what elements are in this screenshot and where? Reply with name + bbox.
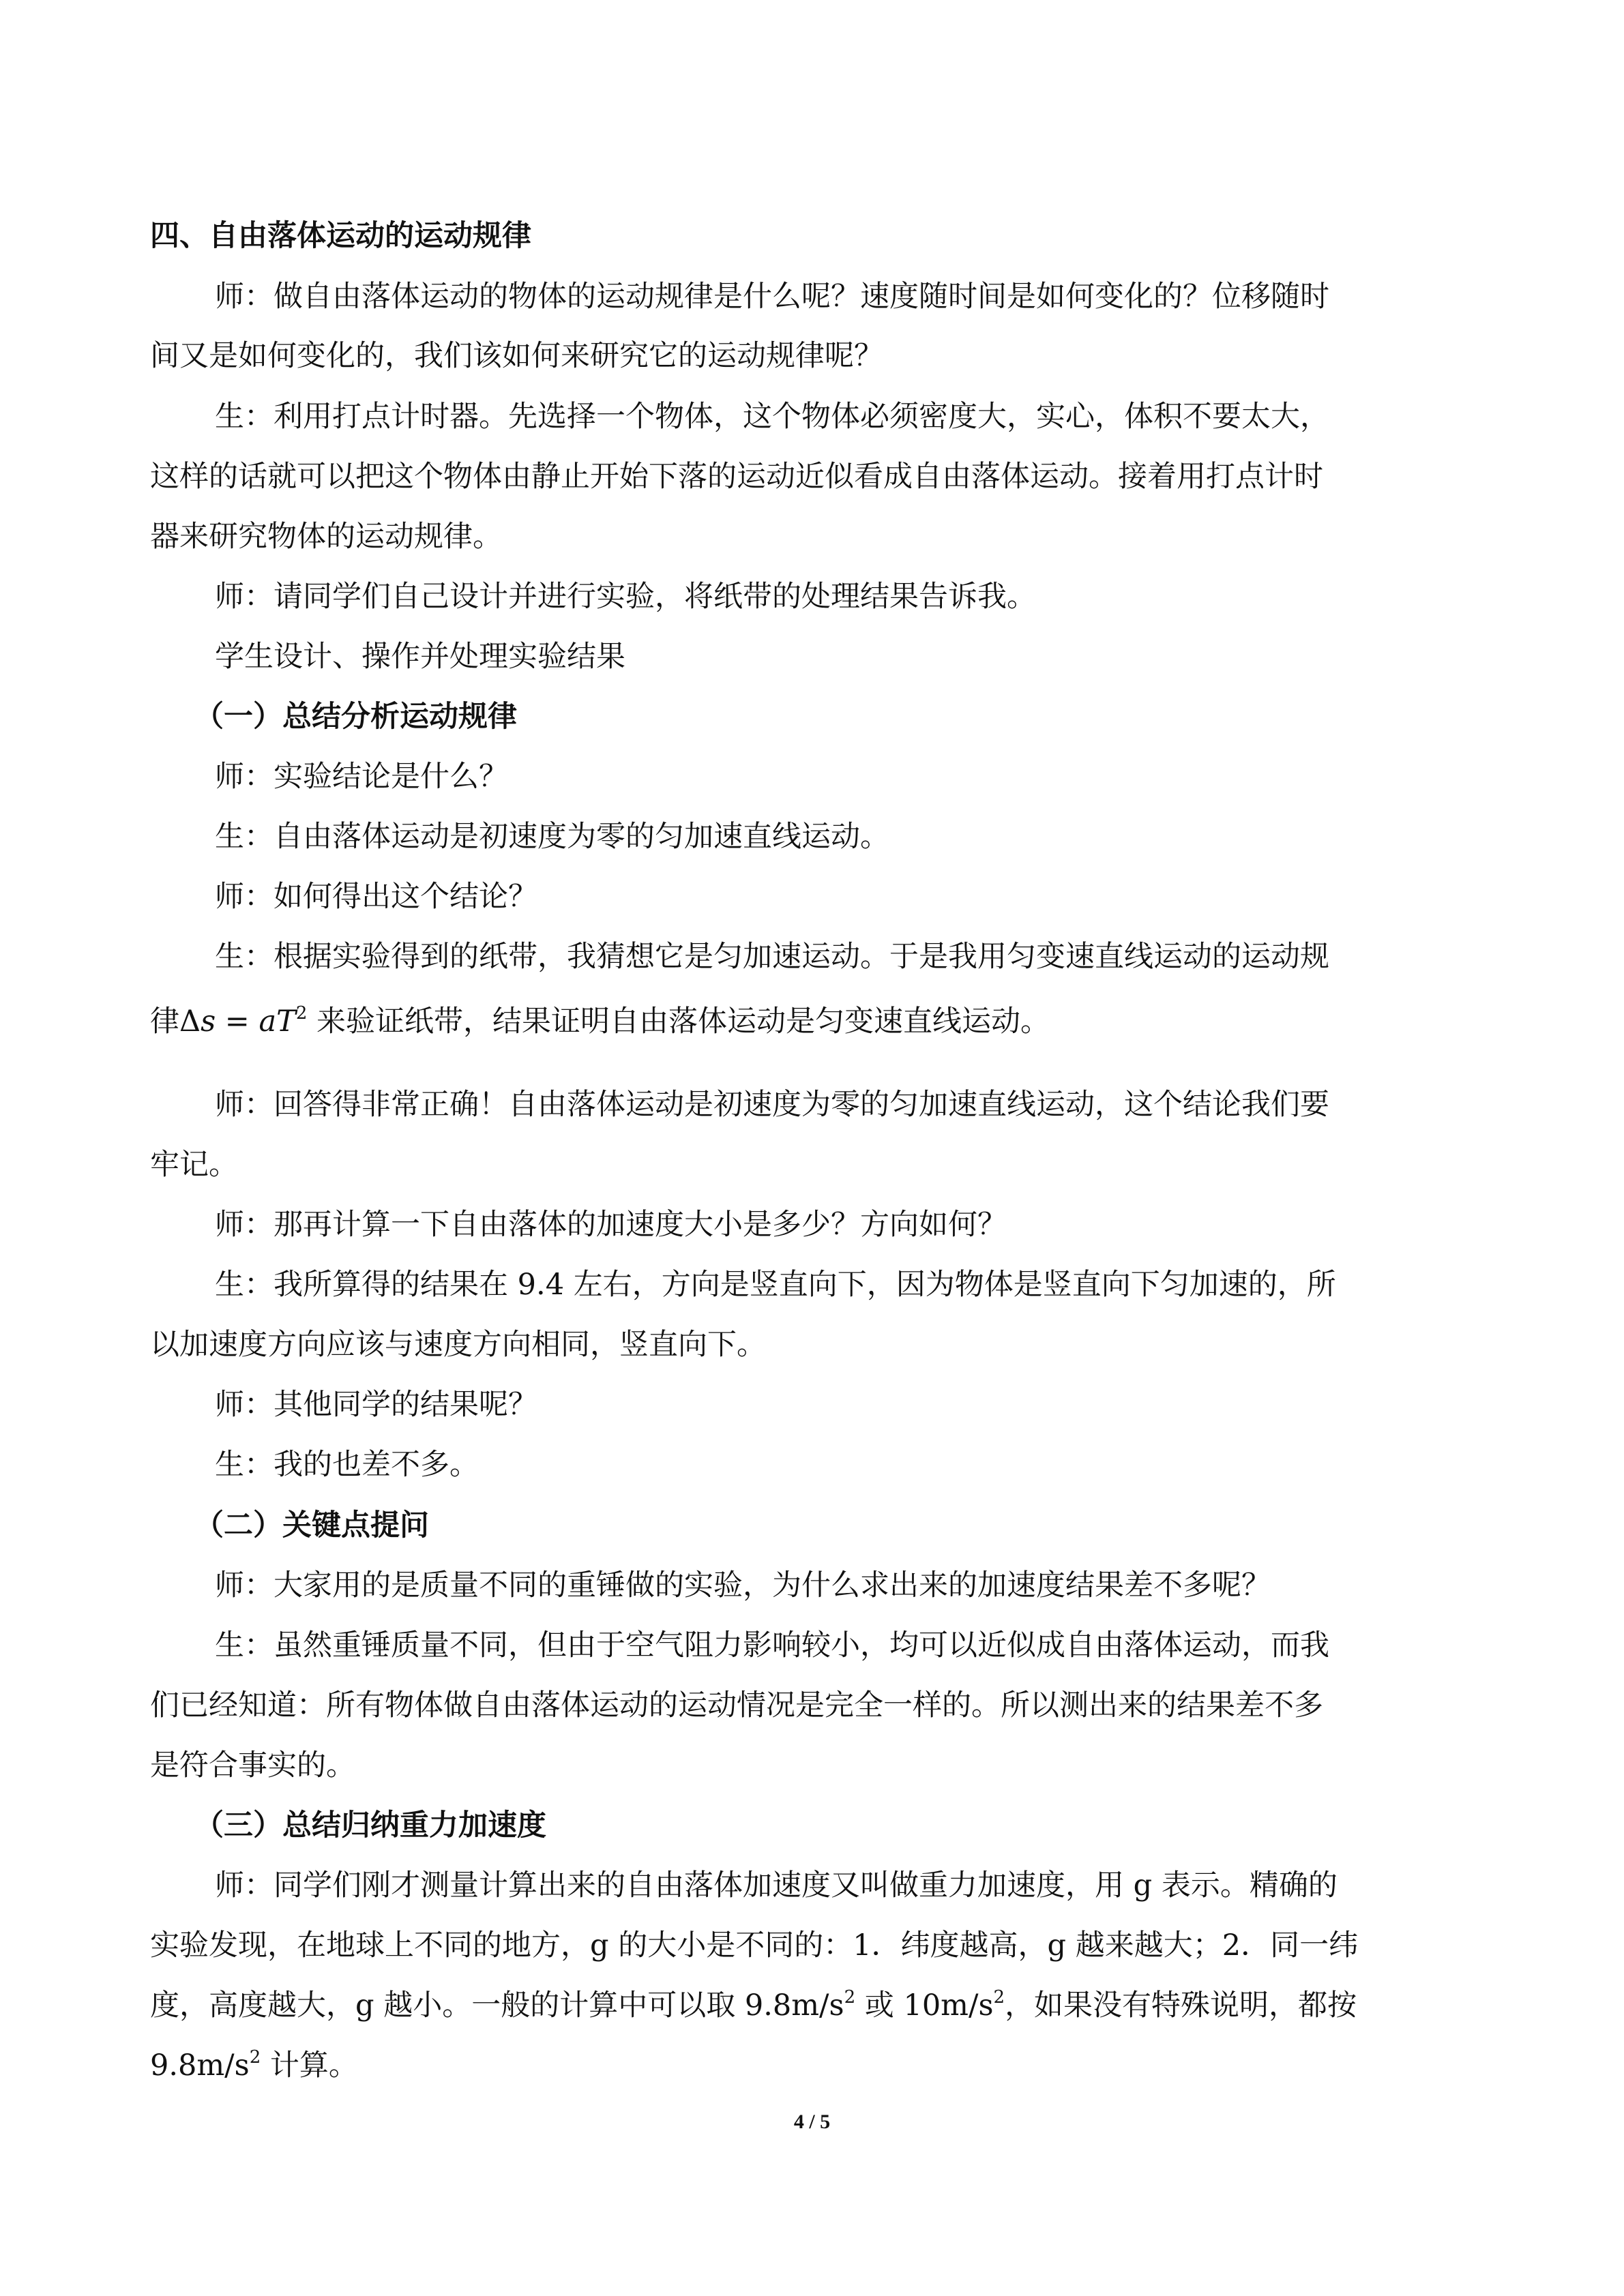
- text-part: 计算。: [261, 2048, 358, 2083]
- student-answer-line1: 生：利用打点计时器。先选择一个物体，这个物体必须密度大，实心，体积不要太大，: [215, 400, 1329, 434]
- subheading-1: （一）总结分析运动规律: [194, 700, 517, 734]
- student-answer-line1: 生：我所算得的结果在 9.4 左右，方向是竖直向下，因为物体是竖直向下匀加速的，所: [215, 1268, 1336, 1302]
- student-answer-line3: 器来研究物体的运动规律。: [150, 520, 502, 554]
- text-part: 9.8m/s: [150, 2048, 250, 2083]
- subheading-3: （三）总结归纳重力加速度: [194, 1808, 546, 1843]
- teacher-line: 师：实验结论是什么？: [215, 760, 508, 794]
- teacher-line: 师：其他同学的结果呢？: [215, 1388, 537, 1422]
- formula-s: s: [201, 1004, 216, 1039]
- student-answer-line2: 以加速度方向应该与速度方向相同，竖直向下。: [150, 1328, 766, 1362]
- teacher-explanation-line3: [150, 1985, 1357, 2026]
- teacher-explanation-line1: 师：同学们刚才测量计算出来的自由落体加速度又叫做重力加速度，用 g 表示。精确的: [215, 1868, 1338, 1903]
- section-heading: 四、自由落体运动的运动规律: [150, 219, 531, 253]
- page-number: 4 / 5: [793, 2111, 831, 2133]
- student-answer-line2: 这样的话就可以把这个物体由静止开始下落的运动近似看成自由落体运动。接着用打点计时: [150, 460, 1323, 494]
- teacher-line: 师：大家用的是质量不同的重锤做的实验，为什么求出来的加速度结果差不多呢？: [215, 1568, 1271, 1602]
- teacher-question-line2: 间又是如何变化的，我们该如何来研究它的运动规律呢？: [150, 339, 883, 373]
- formula-T: T: [276, 1004, 296, 1039]
- formula-equals: =: [216, 1004, 259, 1039]
- formula-exponent: 2: [295, 1003, 308, 1024]
- superscript: 2: [993, 1987, 1005, 2008]
- student-answer-line1: 生：根据实验得到的纸带，我猜想它是匀加速运动。于是我用匀变速直线运动的运动规: [215, 940, 1329, 974]
- student-line: 生：自由落体运动是初速度为零的匀加速直线运动。: [215, 820, 889, 854]
- teacher-answer-line2: 牢记。: [150, 1148, 238, 1182]
- student-line: 生：我的也差不多。: [215, 1448, 479, 1482]
- text-part: 或 10m/s: [855, 1988, 994, 2023]
- superscript: 2: [844, 1987, 856, 2008]
- teacher-line: 师：那再计算一下自由落体的加速度大小是多少？方向如何？: [215, 1208, 1007, 1242]
- student-answer-line3: 是符合事实的。: [150, 1748, 355, 1783]
- teacher-answer-line1: 师：回答得非常正确！自由落体运动是初速度为零的匀加速直线运动，这个结论我们要: [215, 1088, 1329, 1122]
- formula-a: a: [259, 1004, 277, 1039]
- student-action: 学生设计、操作并处理实验结果: [215, 640, 625, 674]
- teacher-explanation-line2: 实验发现，在地球上不同的地方，g 的大小是不同的：1．纬度越高，g 越来越大；2．同一纬: [150, 1928, 1359, 1963]
- teacher-explanation-line4: [150, 2045, 358, 2086]
- line-prefix: 律: [150, 1004, 179, 1039]
- text-part: ，如果没有特殊说明，都按: [1005, 1988, 1357, 2023]
- superscript: 2: [249, 2047, 261, 2068]
- text-part: 度，高度越大，g 越小。一般的计算中可以取 9.8m/s: [150, 1988, 844, 2023]
- subheading-2: （二）关键点提问: [194, 1508, 429, 1542]
- student-answer-line1: 生：虽然重锤质量不同，但由于空气阻力影响较小，均可以近似成自由落体运动，而我: [215, 1628, 1329, 1663]
- teacher-question-line1: 师：做自由落体运动的物体的运动规律是什么呢？速度随时间是如何变化的？位移随时: [215, 280, 1329, 314]
- teacher-line: 师：如何得出这个结论？: [215, 880, 537, 914]
- student-answer-formula-line: [150, 1001, 1050, 1042]
- formula-delta: Δ: [179, 1004, 201, 1039]
- student-answer-line2: 们已经知道：所有物体做自由落体运动的运动情况是完全一样的。所以测出来的结果差不多: [150, 1688, 1323, 1723]
- teacher-instruction: 师：请同学们自己设计并进行实验，将纸带的处理结果告诉我。: [215, 580, 1036, 614]
- line-suffix: 来验证纸带，结果证明自由落体运动是匀变速直线运动。: [307, 1004, 1050, 1039]
